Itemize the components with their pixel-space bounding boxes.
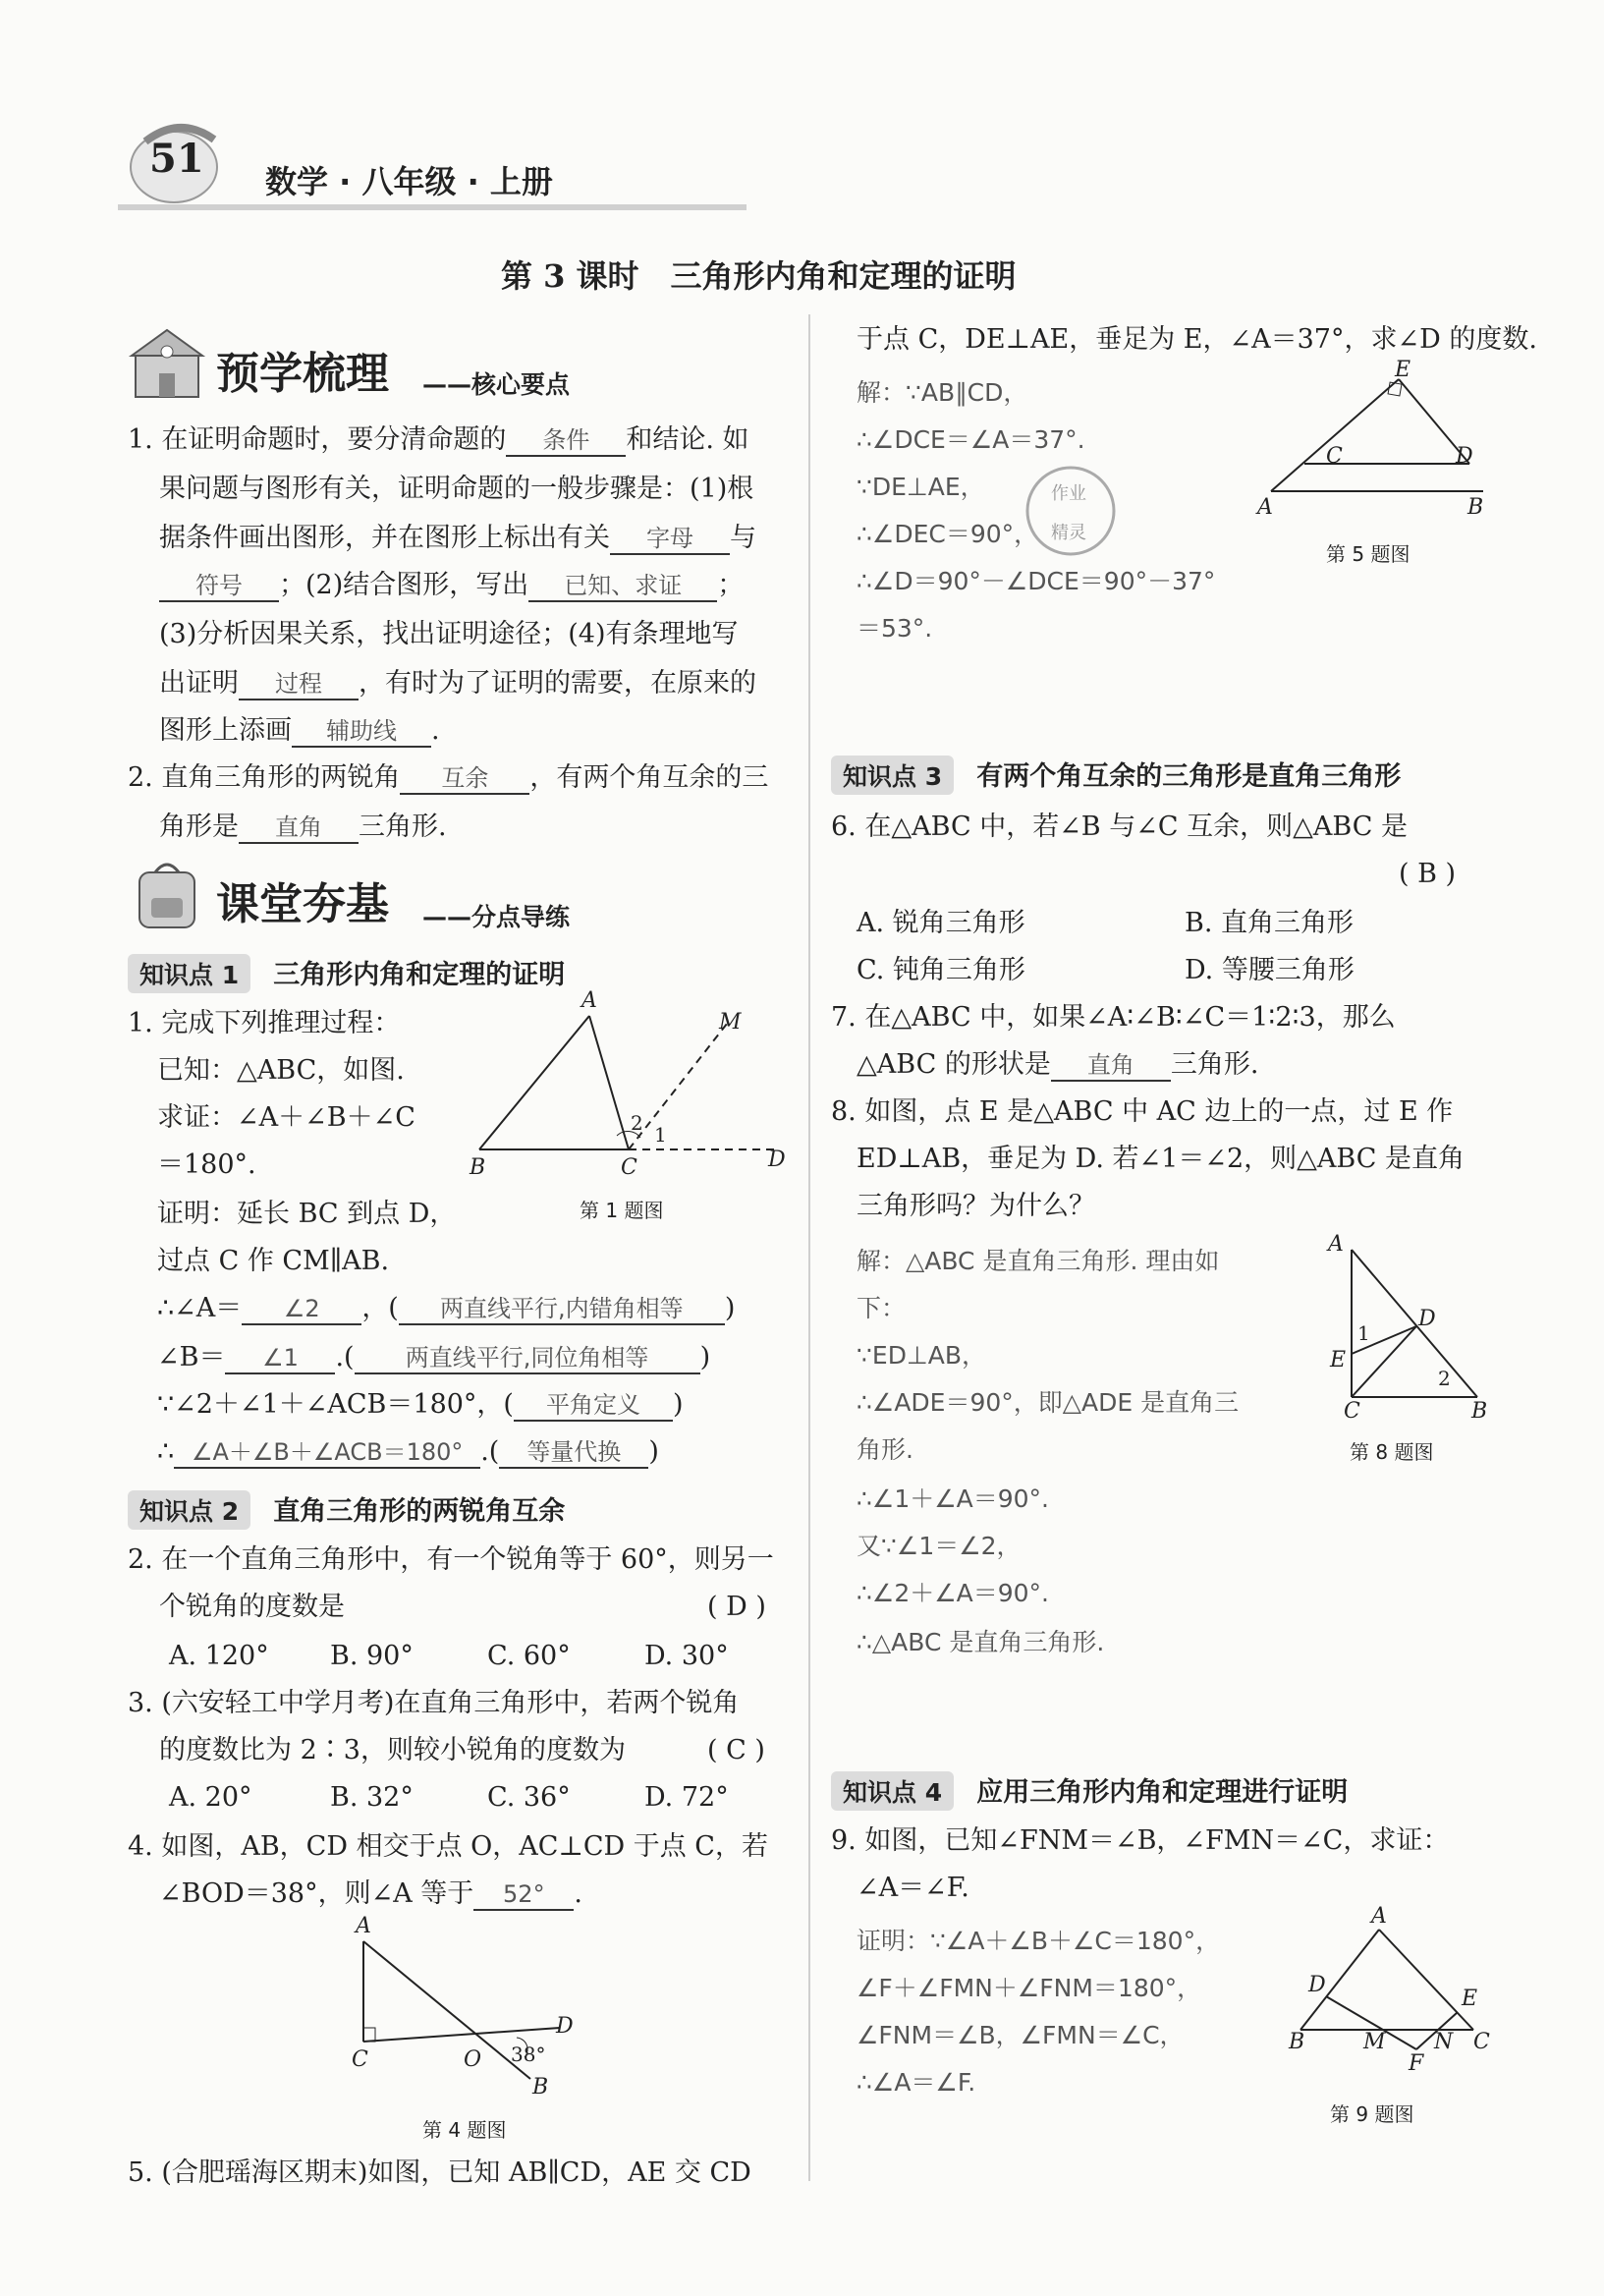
school-icon (128, 324, 206, 403)
q7-line1: 7. 在△ABC 中，如果∠A∶∠B∶∠C＝1∶2∶3，那么 (831, 1002, 1396, 1033)
q5-sol-6: ＝53°. (857, 614, 933, 643)
q3-option-b: B. 32° (330, 1782, 414, 1813)
fig8-caption: 第 8 题图 (1350, 1440, 1434, 1464)
figure-9 (1287, 1904, 1503, 2128)
q8-line1: 8. 如图，点 E 是△ABC 中 AC 边上的一点，过 E 作 (831, 1096, 1454, 1127)
section-preview-subtitle: ——核心要点 (422, 370, 571, 399)
kp2-title: 直角三角形的两锐角互余 (273, 1496, 566, 1527)
q2-option-b: B. 90° (330, 1641, 414, 1671)
fig9-caption: 第 9 题图 (1330, 2102, 1414, 2126)
backpack-icon (128, 855, 206, 933)
s1-q1-line4: 符号 ；(2)结合图形，写出 已知、求证 ； (159, 570, 744, 602)
fig4-label-angle: 38° (511, 2043, 546, 2066)
page-number: 51 (149, 136, 204, 182)
q8-sol-5: 角形. (857, 1435, 913, 1464)
fig9-label-d: D (1308, 1973, 1326, 1997)
section-class-title: 课堂夯基 (216, 879, 389, 929)
fig4-caption: 第 4 题图 (422, 2118, 507, 2142)
fig8-label-1: 1 (1357, 1321, 1370, 1345)
q8-sol-2: 下： (857, 1294, 907, 1322)
q3-line2: 的度数比为 2∶3，则较小锐角的度数为 (159, 1735, 626, 1765)
s1-q1-line3: 据条件画出图形，并在图形上标出有关 字母 与 (159, 523, 756, 553)
fig4-label-a: A (356, 1914, 371, 1938)
q6-option-a: A. 锐角三角形 (857, 908, 1025, 938)
q1-line8: ∠B＝ ∠1 .( 两直线平行,同位角相等 ) (157, 1342, 711, 1372)
q3-option-a: A. 20° (169, 1782, 252, 1813)
s1-q2-line2: 角形是 直角 三角形. (159, 812, 447, 842)
fig4-label-d: D (556, 2014, 574, 2039)
q1-line5: 证明：延长 BC 到点 D， (157, 1199, 457, 1229)
q8-sol-4: ∴∠ADE＝90°，即△ADE 是直角三 (857, 1388, 1240, 1417)
section-class-header (128, 855, 815, 933)
lesson-title: 第 3 课时 三角形内角和定理的证明 (501, 257, 1017, 295)
fig9-label-a: A (1371, 1904, 1387, 1929)
q3-option-c: C. 36° (487, 1782, 571, 1813)
q1-line2: 已知：△ABC，如图. (157, 1055, 405, 1086)
q1-line3: 求证：∠A＋∠B＋∠C (157, 1102, 415, 1133)
kp1-header (128, 953, 565, 993)
q2-option-c: C. 60° (487, 1641, 571, 1671)
s1-q2-line1: 2. 直角三角形的两锐角 互余 ，有两个角互余的三 (128, 762, 769, 793)
figure-5 (1257, 358, 1503, 570)
stamp-icon (1022, 462, 1120, 560)
fig9-label-n: N (1434, 2030, 1454, 2054)
q9-sol-3: ∠FNM＝∠B，∠FMN＝∠C， (857, 2021, 1185, 2049)
fig9-label-e: E (1462, 1987, 1478, 2011)
q8-sol-8: ∴∠2＋∠A＝90°. (857, 1579, 1049, 1607)
kp3-title: 有两个角互余的三角形是直角三角形 (976, 761, 1402, 792)
fig1-label-b: B (470, 1155, 486, 1180)
fig9-label-f: F (1409, 2051, 1424, 2076)
fig1-caption: 第 1 题图 (580, 1199, 664, 1222)
fig1-label-1: 1 (654, 1123, 667, 1147)
fig1-label-m: M (719, 1010, 742, 1035)
fig4-label-o: O (464, 2047, 482, 2072)
q9-sol-4: ∴∠A＝∠F. (857, 2068, 976, 2097)
kp2-header (128, 1489, 565, 1530)
q2-line1: 2. 在一个直角三角形中，有一个锐角等于 60°，则另一 (128, 1544, 774, 1575)
kp4-badge: 知识点 4 (831, 1771, 954, 1811)
q6-option-d: D. 等腰三角形 (1185, 955, 1355, 985)
figure-4 (334, 1914, 609, 2142)
q8-sol-6: ∴∠1＋∠A＝90°. (857, 1484, 1049, 1513)
fig1-label-c: C (621, 1155, 637, 1180)
s1-q1-line6: 出证明 过程 ，有时为了证明的需要，在原来的 (159, 668, 756, 699)
fig5-label-d: D (1456, 444, 1473, 469)
q8-line3: 三角形吗？为什么？ (857, 1191, 1095, 1221)
q2-option-d: D. 30° (644, 1641, 729, 1671)
q1-line10: ∴ ∠A＋∠B＋∠ACB＝180° .( 等量代换 ) (157, 1436, 659, 1467)
s1-q1-line2: 果问题与图形有关，证明命题的一般步骤是：(1)根 (159, 474, 754, 504)
figure-8-diagram (1316, 1238, 1493, 1415)
fig4-label-c: C (352, 2047, 368, 2072)
q8-sol-1: 解：△ABC 是直角三角形. 理由如 (857, 1247, 1220, 1275)
fig8-label-a: A (1328, 1232, 1344, 1257)
fig5-label-b: B (1467, 495, 1484, 520)
q7-line2: △ABC 的形状是 直角 三角形. (857, 1049, 1259, 1080)
q9-sol-2: ∠F＋∠FMN＋∠FNM＝180°， (857, 1974, 1202, 2002)
q6-option-b: B. 直角三角形 (1185, 908, 1355, 938)
column-divider (808, 314, 810, 2181)
fig5-label-a: A (1257, 495, 1273, 520)
q6-option-c: C. 钝角三角形 (857, 955, 1025, 985)
q4-line2: ∠BOD＝38°，则∠A 等于 52° . (159, 1878, 582, 1909)
q2-option-a: A. 120° (169, 1641, 269, 1671)
figure-1 (462, 988, 796, 1224)
fig1-label-a: A (581, 988, 597, 1013)
q8-sol-9: ∴△ABC 是直角三角形. (857, 1628, 1105, 1656)
section-class-subtitle: ——分点导练 (422, 903, 571, 931)
header-book-title: 数学 · 八年级 · 上册 (265, 163, 553, 200)
q9-line1: 9. 如图，已知∠FNM＝∠B，∠FMN＝∠C，求证： (831, 1825, 1450, 1856)
fig5-caption: 第 5 题图 (1326, 542, 1410, 566)
kp2-badge: 知识点 2 (128, 1490, 250, 1530)
q6-line1: 6. 在△ABC 中，若∠B 与∠C 互余，则△ABC 是 (831, 812, 1408, 842)
q1-line6: 过点 C 作 CM∥AB. (157, 1246, 390, 1276)
q1-line9: ∵∠2＋∠1＋∠ACB＝180°，( 平角定义 ) (157, 1389, 684, 1420)
fig8-label-2: 2 (1438, 1367, 1451, 1390)
s1-q1-line7: 图形上添画 辅助线 . (159, 715, 440, 746)
homework-stamp (1022, 462, 1120, 560)
q9-line2: ∠A＝∠F. (857, 1873, 969, 1903)
kp4-title: 应用三角形内角和定理进行证明 (976, 1777, 1349, 1808)
fig9-label-b: B (1289, 2030, 1305, 2054)
fig8-label-d: D (1418, 1307, 1436, 1331)
fig1-label-d: D (768, 1148, 786, 1172)
q5-sol-1: 解：∵AB∥CD， (857, 378, 1028, 407)
q5-sol-5: ∴∠D＝90°－∠DCE＝90°－37° (857, 567, 1216, 595)
fig9-label-m: M (1363, 2030, 1386, 2054)
q8-sol-7: 又∵∠1＝∠2， (857, 1532, 1022, 1560)
q1-line1: 1. 完成下列推理过程： (128, 1008, 401, 1038)
kp3-badge: 知识点 3 (831, 756, 954, 795)
header-rule (118, 204, 747, 210)
q3-option-d: D. 72° (644, 1782, 729, 1813)
q5-line1: 5. (合肥瑶海区期末)如图，已知 AB∥CD，AE 交 CD (128, 2157, 751, 2188)
fig5-label-e: E (1395, 358, 1411, 382)
fig1-label-2: 2 (631, 1111, 643, 1135)
q5-sol-2: ∴∠DCE＝∠A＝37°. (857, 425, 1085, 454)
kp3-header (831, 755, 1401, 795)
fig8-label-b: B (1471, 1399, 1488, 1424)
q4-line1: 4. 如图，AB，CD 相交于点 O，AC⊥CD 于点 C，若 (128, 1831, 768, 1862)
kp1-badge: 知识点 1 (128, 954, 250, 993)
fig9-label-c: C (1473, 2030, 1490, 2054)
fig5-label-c: C (1326, 444, 1343, 469)
stamp-line2: 精灵 (1051, 523, 1086, 543)
s1-q1-line1: 1. 在证明命题时，要分清命题的 条件 和结论. 如 (128, 424, 749, 455)
kp1-title: 三角形内角和定理的证明 (273, 960, 566, 990)
q6-answer: ( B ) (1399, 859, 1457, 889)
q2-answer: ( D ) (707, 1592, 766, 1622)
section-preview-title: 预学梳理 (216, 349, 389, 399)
q1-line4: ＝180°. (157, 1149, 256, 1180)
s1-q1-line5: (3)分析因果关系，找出证明途径；(4)有条理地写 (159, 619, 739, 649)
fig8-label-e: E (1330, 1348, 1347, 1372)
q3-line1: 3. (六安轻工中学月考)在直角三角形中，若两个锐角 (128, 1688, 740, 1718)
q2-line2: 个锐角的度数是 (159, 1592, 345, 1622)
q8-sol-3: ∵ED⊥AB， (857, 1341, 986, 1370)
q3-answer: ( C ) (707, 1735, 765, 1765)
section-preview-header (128, 324, 815, 403)
q9-sol-1: 证明：∵∠A＋∠B＋∠C＝180°， (857, 1927, 1221, 1955)
q1-line7: ∴∠A＝ ∠2 ，( 两直线平行,内错角相等 ) (157, 1293, 736, 1323)
kp4-header (831, 1770, 1348, 1811)
figure-8 (1316, 1232, 1493, 1464)
q8-line2: ED⊥AB，垂足为 D. 若∠1＝∠2，则△ABC 是直角 (857, 1144, 1465, 1174)
fig8-label-c: C (1344, 1399, 1360, 1424)
q5-sol-3: ∵DE⊥AE， (857, 473, 985, 501)
figure-1-triangle (462, 998, 796, 1224)
q5-sol-4: ∴∠DEC＝90°， (857, 520, 1039, 548)
fig4-label-b: B (532, 2075, 549, 2100)
q5-line2: 于点 C，DE⊥AE，垂足为 E，∠A＝37°，求∠D 的度数. (857, 324, 1537, 355)
stamp-line1: 作业 (1051, 483, 1086, 504)
